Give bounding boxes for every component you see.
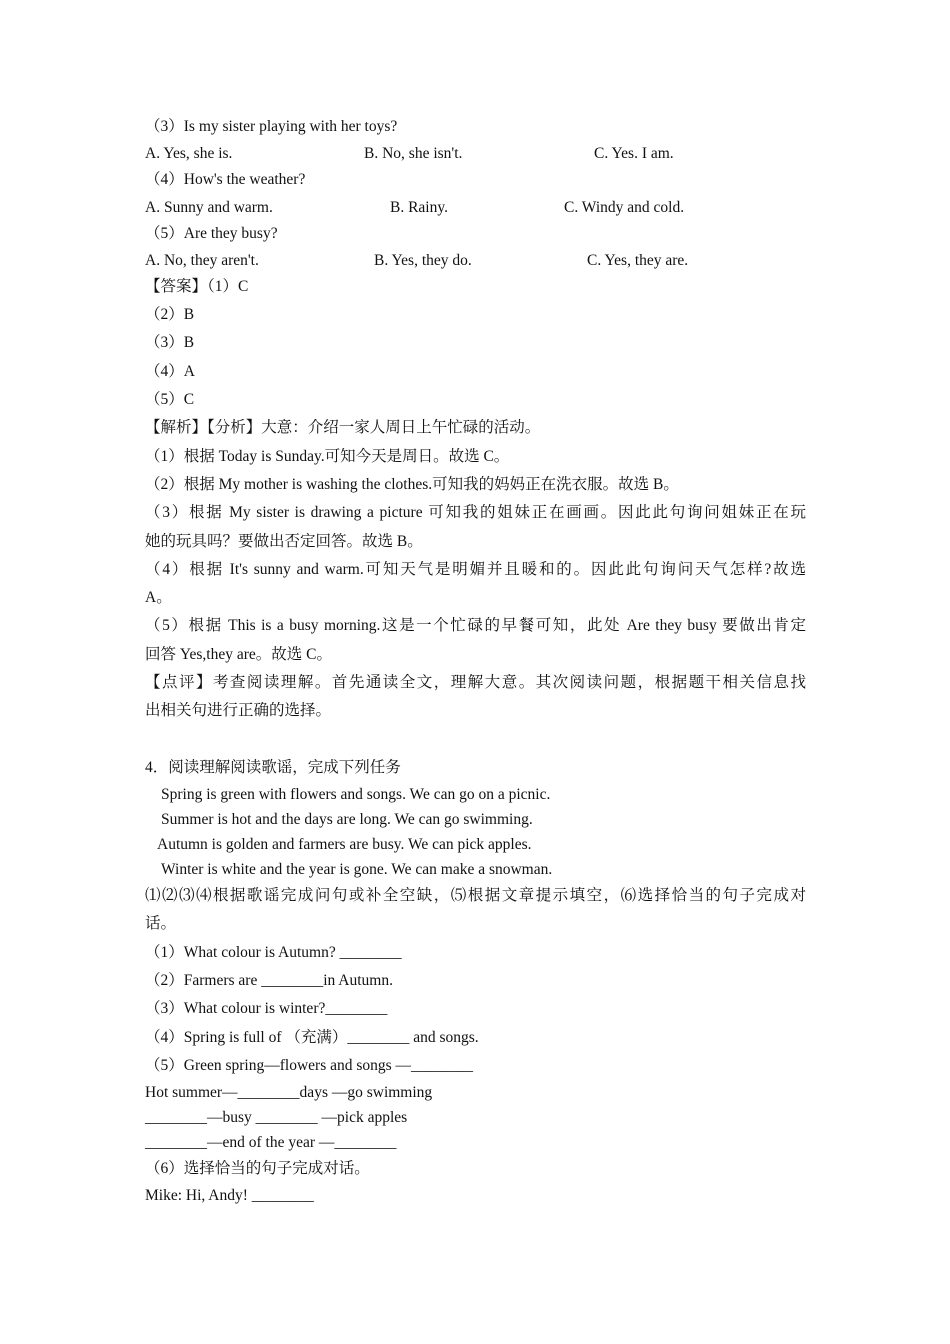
q4-item-3: （3）What colour is winter?________: [145, 1000, 388, 1017]
answer-line-2: （2）B: [145, 306, 195, 323]
q4-instruction-line-1: ⑴⑵⑶⑷根据歌谣完成问句或补全空缺，⑸根据文章提示填空，⑹选择恰当的句子完成对: [145, 887, 806, 904]
question-5-stem: （5）Are they busy?: [145, 225, 278, 242]
question-3-stem: （3）Is my sister playing with her toys?: [145, 118, 398, 135]
analysis-item-4-line-2: A。: [145, 589, 172, 606]
question-4-option-a: A. Sunny and warm.: [145, 199, 273, 216]
q4-item-1: （1）What colour is Autumn? ________: [145, 944, 402, 961]
poem-line-spring: Spring is green with flowers and songs. We can go on a picnic.: [161, 786, 551, 803]
answer-line-1: 【答案】（1）C: [145, 278, 249, 295]
question-4-option-b: B. Rainy.: [390, 199, 448, 216]
analysis-item-5-line-1: （5）根据 This is a busy morning.这是一个忙碌的早餐可知，此处 Are they busy 要做出肯定: [145, 617, 806, 634]
analysis-item-5-line-2: 回答 Yes,they are。故选 C。: [145, 646, 332, 663]
poem-line-winter: Winter is white and the year is gone. We can make a snowman.: [161, 861, 553, 878]
answer-line-4: （4）A: [145, 363, 195, 380]
answer-line-5: （5）C: [145, 391, 195, 408]
comment-line-2: 出相关句进行正确的选择。: [145, 702, 332, 719]
question-5-option-c: C. Yes, they are.: [587, 252, 689, 269]
question-3-option-a: A. Yes, she is.: [145, 145, 233, 162]
q4-dialogue-line-1: Mike: Hi, Andy! ________: [145, 1187, 314, 1204]
q4-title: 4．阅读理解阅读歌谣，完成下列任务: [145, 759, 401, 776]
analysis-item-2: （2）根据 My mother is washing the clothes.可知我的妈妈正在洗衣服。故选 B。: [145, 476, 679, 493]
poem-line-autumn: Autumn is golden and farmers are busy. We can pick apples.: [157, 836, 532, 853]
question-5-option-b: B. Yes, they do.: [374, 252, 472, 269]
question-4-stem: （4）How's the weather?: [145, 171, 306, 188]
q4-item-2: （2）Farmers are ________in Autumn.: [145, 972, 393, 989]
q4-item-5-autumn: ________—busy ________ —pick apples: [145, 1109, 408, 1126]
analysis-item-1: （1）根据 Today is Sunday.可知今天是周日。故选 C。: [145, 448, 510, 465]
question-3-option-c: C. Yes. I am.: [594, 145, 674, 162]
q4-instruction-line-2: 话。: [145, 915, 177, 932]
answer-line-3: （3）B: [145, 334, 195, 351]
analysis-header: 【解析】【分析】大意：介绍一家人周日上午忙碌的活动。: [145, 419, 541, 436]
comment-line-1: 【点评】考查阅读理解。首先通读全文，理解大意。其次阅读问题，根据题干相关信息找: [145, 674, 806, 691]
poem-line-summer: Summer is hot and the days are long. We can go swimming.: [161, 811, 533, 828]
question-5-option-a: A. No, they aren't.: [145, 252, 259, 269]
analysis-item-4-line-1: （4）根据 It's sunny and warm.可知天气是明媚并且暖和的。因此此句询问天气怎样?故选: [145, 561, 806, 578]
q4-item-4: （4）Spring is full of （充满）________ and songs.: [145, 1029, 479, 1046]
question-3-option-b: B. No, she isn't.: [364, 145, 463, 162]
question-4-option-c: C. Windy and cold.: [564, 199, 685, 216]
analysis-item-3-line-2: 她的玩具吗？要做出否定回答。故选 B。: [145, 533, 423, 550]
analysis-item-3-line-1: （3）根据 My sister is drawing a picture 可知我的姐妹正在画画。因此此句询问姐妹正在玩: [145, 504, 806, 521]
q4-item-5-winter: ________—end of the year —________: [145, 1134, 397, 1151]
q4-item-5: （5）Green spring—flowers and songs —________: [145, 1057, 474, 1074]
q4-item-6: （6）选择恰当的句子完成对话。: [145, 1160, 370, 1177]
q4-item-5-summer: Hot summer—________days —go swimming: [145, 1084, 433, 1101]
